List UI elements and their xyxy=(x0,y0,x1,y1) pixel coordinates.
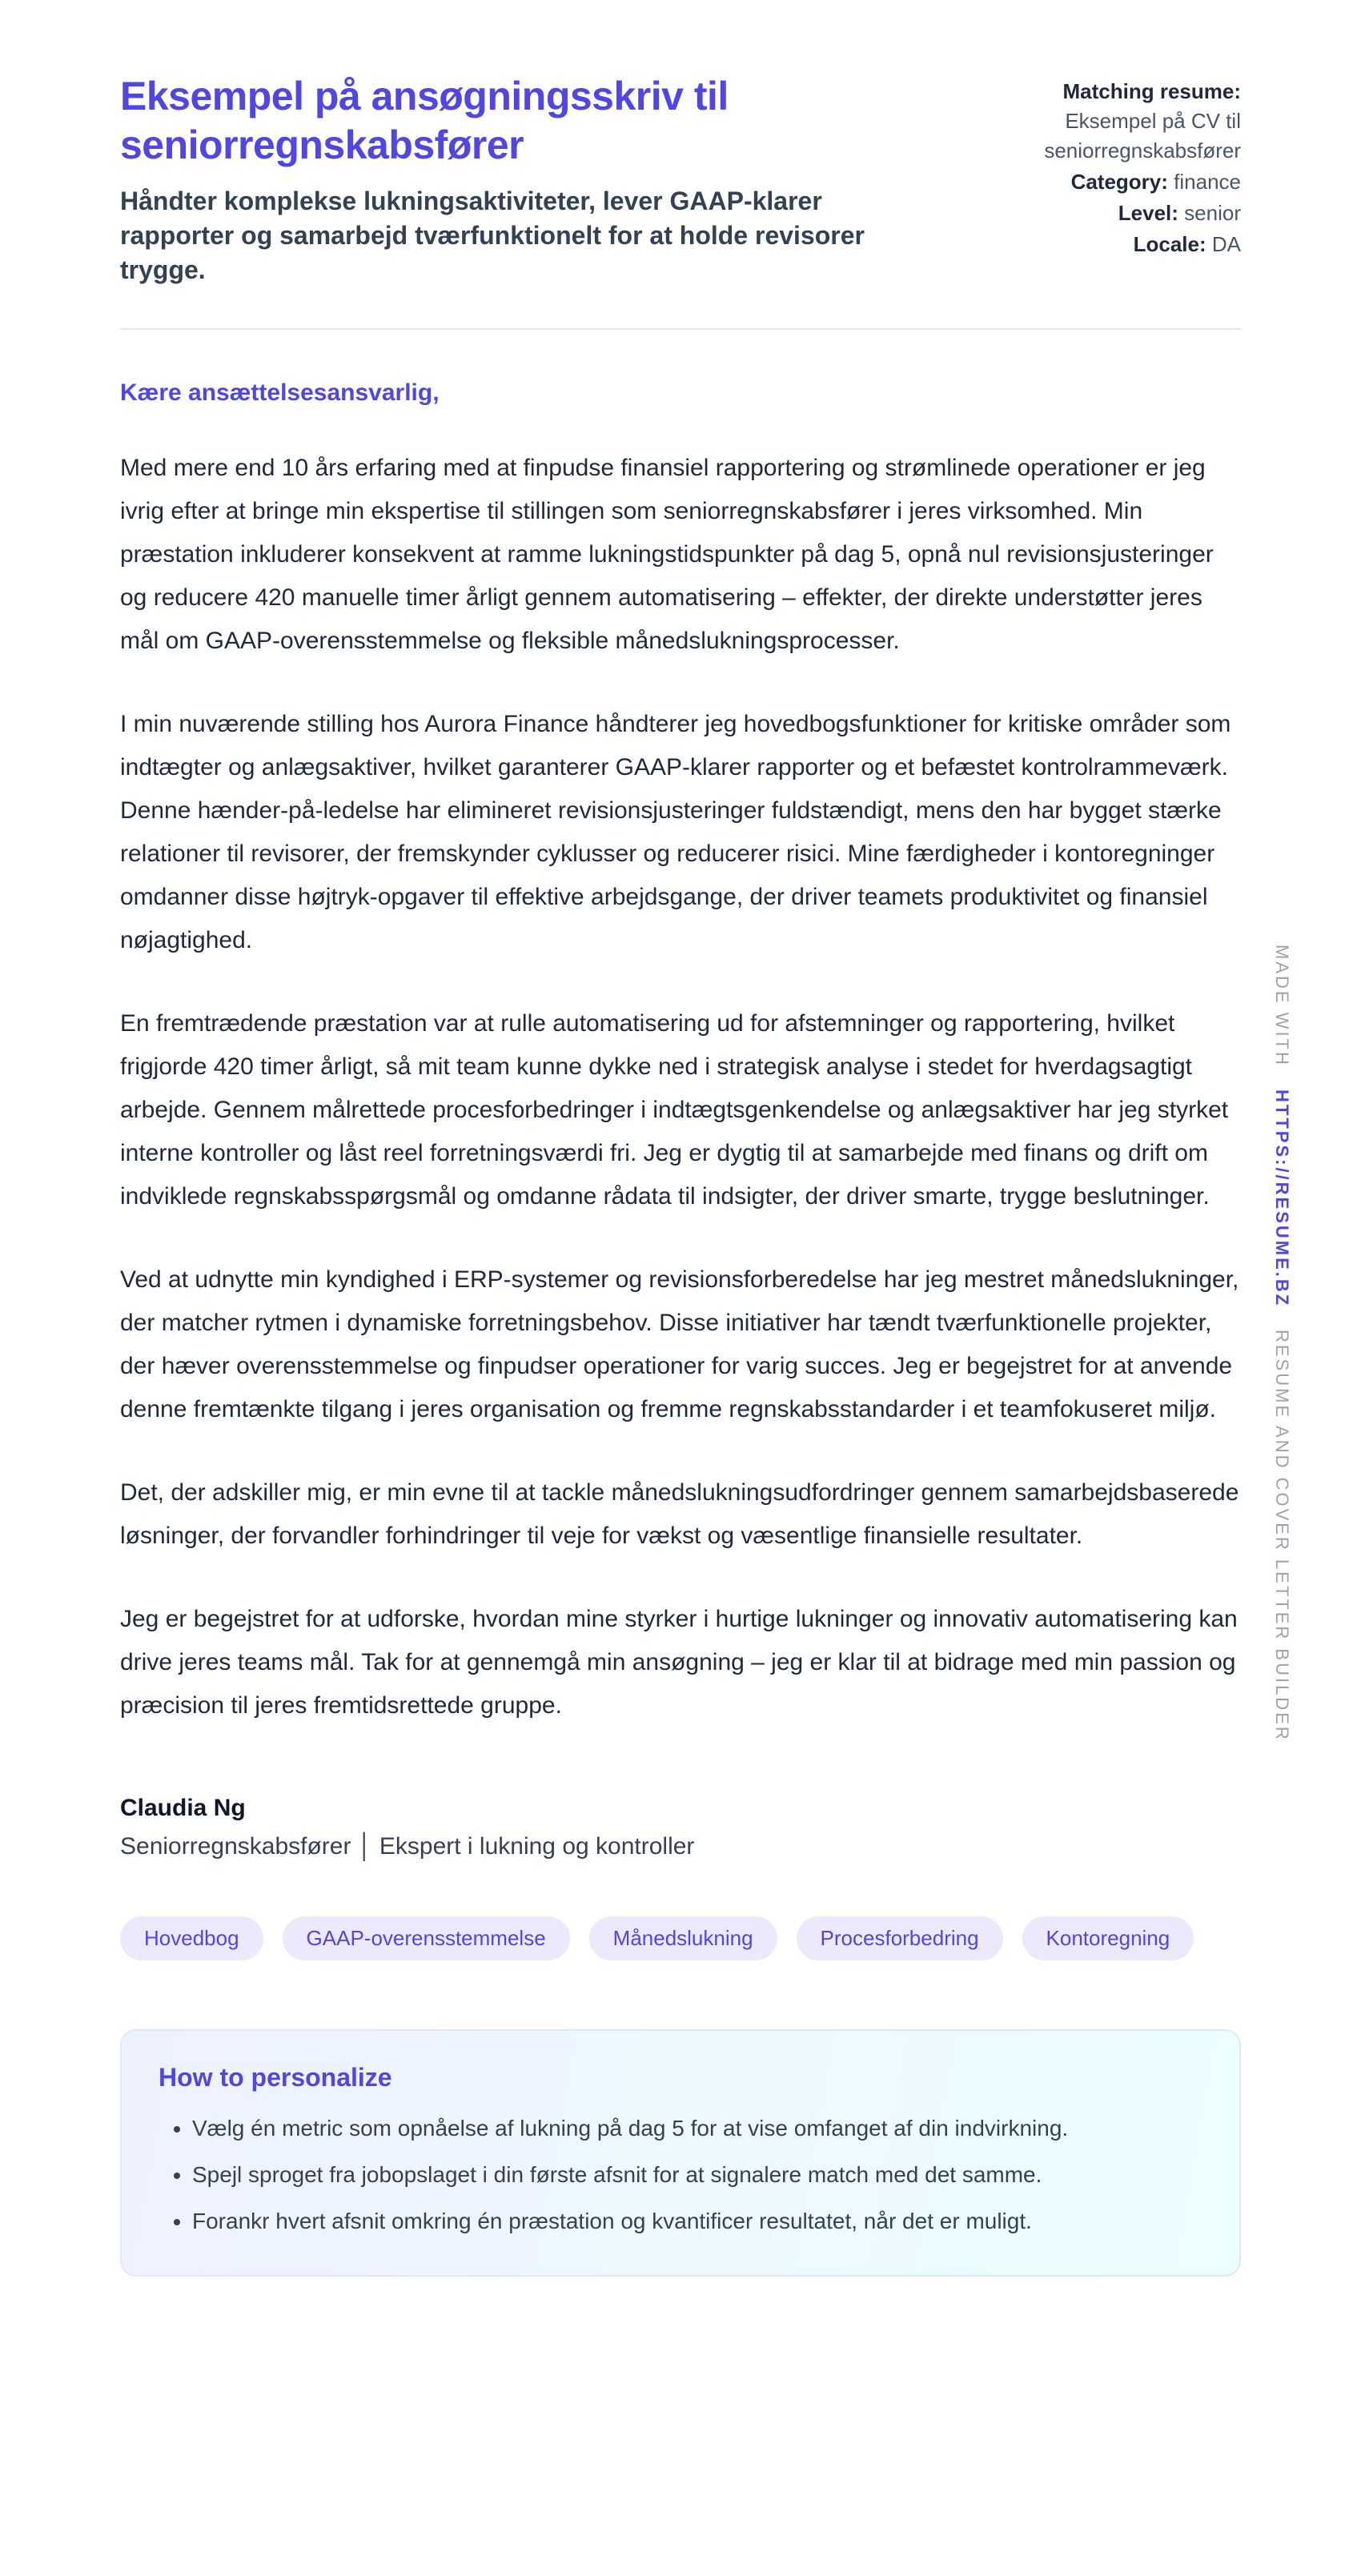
signature-name: Claudia Ng xyxy=(120,1794,246,1821)
watermark xyxy=(1271,945,1292,1742)
personalize-list xyxy=(159,2112,1202,2238)
personalize-item: • Vælg én metric som opnåelse af lukning på dag 5 for at vise omfanget af din indvirkning. xyxy=(192,2112,1202,2145)
letter-paragraph: Jeg er begejstret for at udforske, hvordan mine styrker i hurtige lukninger og innovativ automatisering kan drive jeres teams mål. Tak for at gennemgå min ansøgning – jeg er klar til at bidrage med min passion og præcision til jeres fremtidsrettede gruppe. xyxy=(120,1605,1238,1719)
divider xyxy=(120,328,1241,330)
meta-label: Category: xyxy=(1070,169,1168,194)
keyword-tag: Månedslukning xyxy=(589,1916,777,1960)
keyword-tags xyxy=(120,1916,1241,1960)
watermark-link[interactable]: HTTPS://RESUME.BZ xyxy=(1272,1089,1292,1308)
personalize-title: How to personalize xyxy=(159,2062,392,2092)
watermark-made-with: MADE WITH xyxy=(1272,945,1292,1067)
signature-title: Seniorregnskabsfører │ Ekspert i lukning og kontroller xyxy=(120,1832,695,1860)
meta-label: Locale: xyxy=(1133,231,1206,256)
meta-row xyxy=(977,167,1241,197)
meta-label: Level: xyxy=(1118,200,1178,225)
header xyxy=(120,72,1241,288)
header-title-block xyxy=(120,72,929,288)
letter-paragraph: I min nuværende stilling hos Aurora Finance håndterer jeg hovedbogsfunktioner for kritiske områder som indtægter og anlægsaktiver, hvilket garanterer GAAP-klarer rapporter og et befæstet kontrolrammeværk. Denne hænder-på-ledelse har elimineret revisionsjusteringer fuldstændigt, mens den har bygget stærke relationer til revisorer, der fremskynder cyklusser og reducerer risici. Mine færdigheder i kontoregninger omdanner disse højtryk-opgaver til effektive arbejdsgange, der driver teamets produktivitet og finansiel nøjagtighed. xyxy=(120,710,1231,953)
letter-paragraphs xyxy=(120,447,1241,1727)
meta-value: Eksempel på CV til seniorregnskabsfører xyxy=(1044,108,1241,163)
letter-paragraph: Ved at udnytte min kyndighed i ERP-systemer og revisionsforberedelse har jeg mestret månedslukninger, der matcher rytmen i dynamiske forretningsbehov. Disse initiativer har tændt tværfunktionelle projekter, der hæver overensstemmelse og finpudser operationer for varig succes. Jeg er begejstret for at anvende denne fremtænkte tilgang i jeres organisation og fremme regnskabsstandarder i et teamfokuseret miljø. xyxy=(120,1266,1239,1422)
personalize-item: • Spejl sproget fra jobopslaget i din første afsnit for at signalere match med det samme. xyxy=(192,2158,1202,2192)
letter-paragraph: Med mere end 10 års erfaring med at finpudse finansiel rapportering og strømlinede operationer er jeg ivrig efter at bringe min ekspertise til stillingen som seniorregnskabsfører i jeres virksomhed. Min præstation inkluderer konsekvent at ramme lukningstidspunkter på dag 5, opnå nul revisionsjusteringer og reducere 420 manuelle timer årligt gennem automatisering – effekter, der direkte understøtter jeres mål om GAAP-overensstemmelse og fleksible månedslukningsprocesser. xyxy=(120,454,1214,654)
meta-value: finance xyxy=(1174,169,1241,194)
meta-row xyxy=(977,230,1241,259)
page-title: Eksempel på ansøgningsskriv til seniorregnskabsfører xyxy=(120,74,729,167)
keyword-tag: GAAP-overensstemmelse xyxy=(283,1916,570,1960)
keyword-tag: Hovedbog xyxy=(120,1916,263,1960)
greeting: Kære ansættelsesansvarlig, xyxy=(120,379,440,406)
letter-paragraph: En fremtrædende præstation var at rulle automatisering ud for afstemninger og rapportering, hvilket frigjorde 420 timer årligt, så mit team kunne dykke ned i strategisk analyse i stedet for hverdagsagtigt arbejde. Gennem målrettede procesforbedringer i indtægtsgenkendelse og anlægsaktiver har jeg styrket interne kontroller og låst reel forretningsværdi fri. Jeg er dygtig til at samarbejde med finans og drift om indviklede regnskabsspørgsmål og omdanne rådata til indsigter, der driver smarte, trygge beslutninger. xyxy=(120,1009,1229,1210)
page-subtitle: Håndter komplekse lukningsaktiviteter, lever GAAP-klarer rapporter og samarbejd tværfunktionelt for at holde revisorer trygge. xyxy=(120,187,865,285)
letter-paragraph: Det, der adskiller mig, er min evne til at tackle månedslukningsudfordringer gennem samarbejdsbaserede løsninger, der forvandler forhindringer til veje for vækst og væsentlige finansielle resultater. xyxy=(120,1479,1239,1549)
keyword-tag: Kontoregning xyxy=(1022,1916,1194,1960)
watermark-suffix: RESUME AND COVER LETTER BUILDER xyxy=(1272,1330,1292,1742)
personalize-card xyxy=(120,2029,1241,2277)
personalize-item: • Forankr hvert afsnit omkring én præstation og kvantificer resultatet, når det er muligt. xyxy=(192,2205,1202,2238)
keyword-tag: Procesforbedring xyxy=(797,1916,1003,1960)
meta-panel xyxy=(977,72,1241,288)
meta-row xyxy=(977,77,1241,166)
meta-row xyxy=(977,199,1241,228)
letter-body xyxy=(120,379,1241,1860)
meta-value: DA xyxy=(1211,231,1241,256)
meta-value: senior xyxy=(1184,200,1241,225)
meta-label: Matching resume: xyxy=(1062,79,1241,103)
